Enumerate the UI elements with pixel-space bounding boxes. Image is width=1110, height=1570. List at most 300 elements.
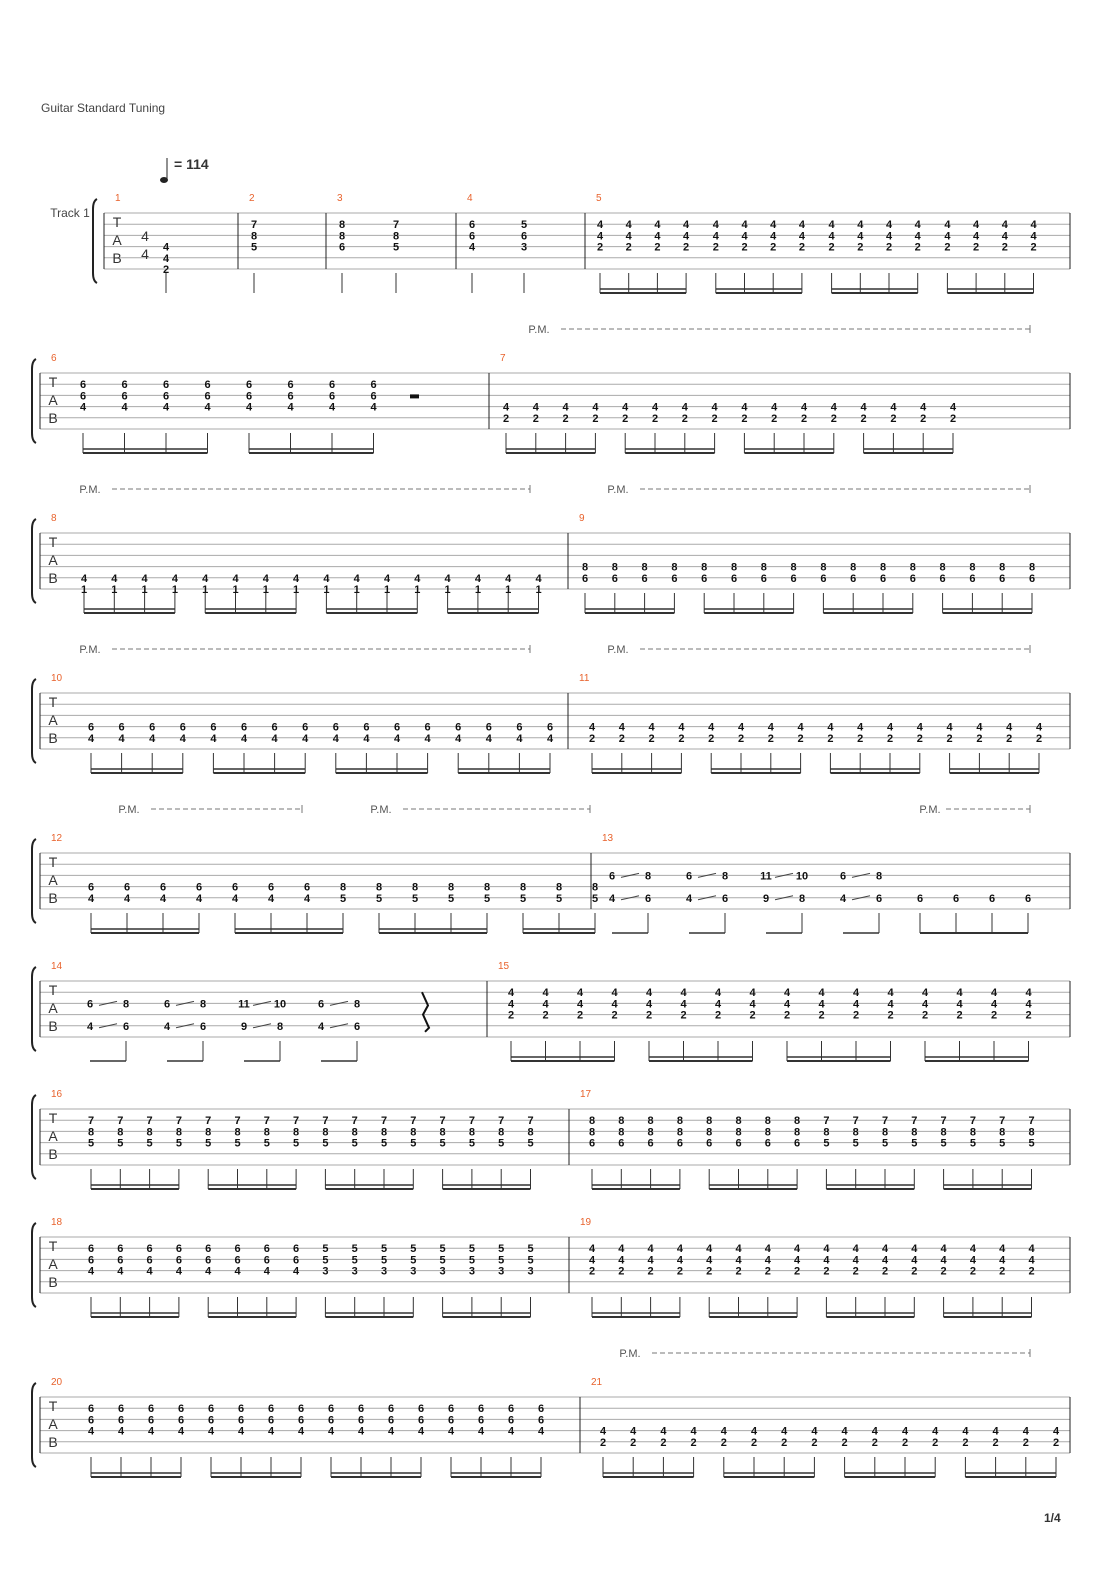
fret-number: 6: [162, 390, 170, 403]
fret-number: 4: [857, 219, 864, 232]
fret-number: 4: [852, 998, 860, 1011]
fret-number: 1: [293, 584, 300, 596]
fret-number: 4: [771, 401, 778, 414]
tuning-label: Guitar Standard Tuning: [41, 101, 166, 115]
fret-number: 4: [660, 1425, 667, 1438]
fret-number: 2: [885, 241, 893, 254]
fret-number: 6: [328, 379, 336, 392]
time-signature-bottom: 4: [141, 246, 149, 262]
fret-number: 7: [999, 1115, 1006, 1128]
fret-number: 4: [841, 1425, 848, 1438]
fret-number: 4: [916, 721, 923, 734]
fret-number: 8: [706, 1115, 713, 1128]
fret-number: 5: [263, 1137, 270, 1150]
fret-number: 2: [800, 412, 808, 425]
fret-number: 4: [80, 572, 88, 585]
fret-number: 4: [162, 401, 170, 414]
fret-number: 8: [760, 561, 767, 574]
fret-number: 4: [949, 401, 957, 414]
fret-number: 6: [159, 881, 167, 894]
measure-number: 14: [51, 961, 63, 972]
fret-number: 4: [992, 1425, 999, 1438]
fret-number: 6: [370, 390, 377, 403]
fret-number: 4: [592, 401, 599, 414]
fret-number: 4: [317, 1020, 325, 1033]
fret-number: 9: [762, 892, 770, 905]
fret-number: 7: [117, 1115, 124, 1128]
fret-number: 8: [555, 881, 563, 894]
fret-number: 2: [680, 1009, 687, 1022]
fret-number: 6: [507, 1414, 515, 1427]
fret-number: 3: [322, 1265, 329, 1278]
fret-number: 7: [146, 1115, 153, 1128]
tab-clef-letter: B: [48, 1018, 58, 1034]
fret-number: 4: [956, 987, 963, 1000]
fret-number: 6: [240, 721, 248, 734]
fret-number: 8: [447, 881, 455, 894]
fret-number: 8: [671, 561, 678, 574]
fret-number: 4: [860, 401, 867, 414]
fret-number: 6: [234, 1243, 241, 1256]
fret-number: 2: [588, 732, 596, 745]
fret-number: 4: [424, 732, 431, 745]
fret-number: 6: [267, 881, 275, 894]
fret-number: 11: [760, 870, 772, 883]
fret-number: 6: [245, 379, 253, 392]
fret-number: 2: [852, 1265, 859, 1278]
fret-number: 4: [770, 219, 777, 232]
fret-number: 5: [498, 1254, 505, 1267]
fret-number: 4: [818, 987, 825, 1000]
fret-number: 5: [439, 1254, 446, 1267]
fret-number: 8: [909, 561, 916, 574]
fret-number: 2: [767, 732, 774, 745]
fret-number: 8: [790, 561, 797, 574]
fret-number: 4: [1025, 987, 1032, 1000]
fret-number: 5: [380, 1254, 388, 1267]
fret-number: 2: [932, 1436, 939, 1449]
fret-number: 4: [823, 1243, 830, 1256]
half-rest: [410, 394, 419, 398]
fret-number: 4: [770, 230, 777, 243]
fret-number: 6: [117, 1254, 124, 1267]
fret-number: 4: [507, 987, 515, 1000]
fret-number: 8: [939, 561, 946, 574]
fret-number: 6: [271, 721, 278, 734]
fret-number: 8: [591, 881, 599, 894]
fret-number: 6: [204, 379, 211, 392]
fret-number: 8: [588, 1126, 596, 1139]
fret-number: 4: [468, 241, 476, 254]
fret-number: 5: [293, 1137, 300, 1150]
fret-number: 7: [498, 1115, 505, 1128]
fret-number: 6: [735, 1137, 742, 1150]
fret-number: 4: [990, 998, 998, 1011]
fret-number: 6: [328, 390, 336, 403]
tab-clef-letter: A: [48, 872, 58, 888]
fret-number: 6: [79, 379, 87, 392]
fret-number: 11: [238, 998, 250, 1011]
fret-number: 6: [338, 241, 346, 254]
fret-number: 8: [999, 561, 1006, 574]
fret-number: 6: [327, 1414, 335, 1427]
system-brace: [32, 1383, 36, 1467]
fret-number: 6: [370, 379, 377, 392]
fret-number: 7: [175, 1115, 182, 1128]
fret-number: 4: [798, 219, 805, 232]
fret-number: 6: [507, 1403, 515, 1416]
fret-number: 2: [969, 1265, 976, 1278]
fret-number: 4: [474, 572, 481, 585]
fret-number: 6: [647, 1137, 654, 1150]
fret-number: 5: [410, 1254, 417, 1267]
fret-number: 2: [949, 412, 957, 425]
measure-number: 17: [580, 1089, 592, 1100]
fret-number: 6: [611, 572, 618, 585]
palm-mute-label: P.M.: [619, 1348, 641, 1360]
fret-number: 5: [380, 1243, 388, 1256]
fret-number: 8: [969, 561, 976, 574]
fret-number: 7: [527, 1115, 534, 1128]
fret-number: 2: [798, 241, 805, 254]
fret-number: 5: [881, 1137, 889, 1150]
fret-number: 8: [117, 1126, 124, 1139]
fret-number: 6: [287, 390, 294, 403]
fret-number: 4: [852, 987, 860, 1000]
fret-number: 5: [468, 1254, 475, 1267]
fret-number: 2: [944, 241, 951, 254]
fret-number: 4: [990, 987, 998, 1000]
fret-number: 6: [263, 1254, 270, 1267]
fret-number: 6: [87, 1414, 95, 1427]
fret-number: 4: [86, 1020, 94, 1033]
tab-clef-letter: A: [48, 1000, 58, 1016]
tab-clef-letter: A: [48, 712, 58, 728]
fret-number: 4: [921, 998, 929, 1011]
measure-number: 9: [579, 513, 585, 524]
fret-number: 2: [532, 412, 539, 425]
fret-number: 4: [681, 401, 688, 414]
fret-number: 4: [827, 721, 834, 734]
fret-number: 6: [163, 998, 171, 1011]
fret-number: 8: [969, 1126, 976, 1139]
fret-number: 3: [380, 1265, 388, 1278]
fret-number: 2: [823, 1265, 830, 1278]
fret-number: 5: [351, 1243, 358, 1256]
fret-number: 8: [175, 1126, 182, 1139]
fret-number: 4: [447, 1425, 455, 1438]
fret-number: 4: [645, 998, 653, 1011]
fret-number: 1: [232, 584, 239, 596]
fret-number: 4: [828, 219, 835, 232]
fret-number: 4: [1030, 230, 1037, 243]
fret-number: 6: [87, 1403, 95, 1416]
fret-number: 4: [654, 219, 661, 232]
fret-number: 2: [860, 412, 867, 425]
fret-number: 4: [332, 732, 339, 745]
fret-number: 6: [588, 1137, 596, 1150]
fret-number: 4: [852, 1243, 859, 1256]
fret-number: 4: [999, 1254, 1006, 1267]
fret-number: 6: [205, 1254, 212, 1267]
fret-number: 2: [911, 1265, 918, 1278]
fret-number: 6: [618, 1137, 625, 1150]
fret-number: 6: [685, 870, 693, 883]
fret-number: 6: [760, 572, 767, 585]
fret-number: 4: [117, 1265, 124, 1278]
fret-number: 4: [712, 230, 719, 243]
fret-number: 4: [302, 732, 309, 745]
fret-number: 5: [322, 1254, 329, 1267]
fret-number: 4: [162, 252, 170, 265]
fret-number: 8: [234, 1126, 241, 1139]
fret-number: 3: [439, 1265, 446, 1278]
fret-number: 8: [293, 1126, 300, 1139]
fret-number: 2: [770, 241, 777, 254]
fret-number: 4: [914, 230, 921, 243]
fret-number: 4: [706, 1254, 713, 1267]
fret-number: 8: [527, 1126, 534, 1139]
measure-number: 20: [51, 1377, 63, 1388]
fret-number: 4: [654, 230, 661, 243]
fret-number: 8: [611, 561, 618, 574]
fret-number: 6: [146, 1243, 153, 1256]
fret-number: 2: [886, 732, 894, 745]
fret-number: 6: [210, 721, 217, 734]
fret-number: 6: [199, 1020, 207, 1033]
fret-number: 1: [353, 584, 360, 596]
fret-number: 2: [827, 732, 834, 745]
fret-number: 4: [542, 987, 549, 1000]
fret-number: 7: [322, 1115, 329, 1128]
fret-number: 4: [171, 572, 178, 585]
tab-clef-letter: B: [112, 250, 122, 266]
system-brace: [32, 967, 36, 1051]
fret-number: 2: [818, 1009, 825, 1022]
tab-clef-letter: T: [48, 982, 58, 998]
fret-number: 4: [363, 732, 370, 745]
fret-number: 4: [205, 1265, 212, 1278]
fret-number: 4: [87, 1265, 95, 1278]
fret-number: 4: [204, 401, 211, 414]
fret-number: 8: [263, 1126, 270, 1139]
fret-number: 3: [468, 1265, 475, 1278]
fret-number: 2: [737, 732, 745, 745]
fret-number: 2: [973, 241, 980, 254]
fret-number: 6: [117, 1243, 124, 1256]
fret-number: 4: [969, 1243, 976, 1256]
fret-number: 8: [588, 1115, 596, 1128]
fret-number: 7: [410, 1115, 417, 1128]
fret-number: 8: [338, 219, 346, 232]
fret-number: 4: [393, 732, 401, 745]
fret-number: 4: [706, 1243, 713, 1256]
fret-number: 4: [267, 1425, 275, 1438]
fret-number: 2: [881, 1265, 889, 1278]
fret-number: 4: [608, 892, 616, 905]
fret-number: 10: [795, 870, 809, 883]
fret-number: 4: [828, 230, 835, 243]
fret-number: 8: [468, 1126, 475, 1139]
fret-number: 8: [911, 1126, 918, 1139]
measure-number: 3: [337, 193, 343, 204]
fret-number: 7: [969, 1115, 976, 1128]
fret-number: 8: [122, 998, 130, 1011]
fret-number: 8: [730, 561, 738, 574]
fret-number: 8: [676, 1126, 683, 1139]
palm-mute-label: P.M.: [607, 644, 629, 656]
fret-number: 4: [944, 219, 951, 232]
fret-number: 4: [546, 732, 554, 745]
fret-number: 1: [111, 584, 118, 596]
fret-number: 2: [1006, 732, 1013, 745]
fret-number: 2: [618, 1265, 625, 1278]
fret-number: 5: [823, 1137, 830, 1150]
fret-number: 8: [618, 1115, 625, 1128]
fret-number: 6: [939, 572, 946, 585]
fret-number: 4: [676, 1254, 683, 1267]
fret-number: 6: [87, 1254, 95, 1267]
fret-number: 7: [293, 1115, 300, 1128]
system-brace: [32, 359, 36, 443]
fret-number: 2: [890, 412, 897, 425]
fret-number: 8: [1028, 1126, 1035, 1139]
fret-number: 2: [683, 241, 690, 254]
fret-number: 6: [87, 881, 95, 894]
fret-number: 2: [781, 1436, 788, 1449]
fret-number: 6: [417, 1403, 425, 1416]
fret-number: 2: [542, 1009, 549, 1022]
fret-number: 2: [622, 412, 629, 425]
fret-number: 4: [969, 1254, 976, 1267]
fret-number: 4: [502, 401, 510, 414]
fret-number: 7: [205, 1115, 212, 1128]
fret-number: 5: [498, 1243, 505, 1256]
fret-number: 5: [205, 1137, 212, 1150]
fret-number: 8: [706, 1126, 713, 1139]
fret-number: 2: [830, 412, 837, 425]
fret-number: 6: [468, 230, 476, 243]
fret-number: 4: [712, 219, 719, 232]
measure-number: 8: [51, 513, 57, 524]
fret-number: 8: [794, 1126, 801, 1139]
fret-number: 6: [820, 572, 827, 585]
fret-number: 8: [647, 1126, 654, 1139]
fret-number: 2: [750, 1436, 758, 1449]
fret-number: 2: [811, 1436, 818, 1449]
tab-clef-letter: T: [48, 374, 58, 390]
fret-number: 4: [240, 732, 248, 745]
fret-number: 5: [999, 1137, 1006, 1150]
fret-number: 6: [207, 1414, 215, 1427]
fret-number: 4: [202, 572, 209, 585]
fret-number: 5: [392, 241, 400, 254]
fret-number: 1: [202, 584, 209, 596]
fret-number: 4: [962, 1425, 969, 1438]
fret-number: 4: [179, 732, 186, 745]
fret-number: 1: [383, 584, 391, 596]
fret-number: 4: [647, 1243, 654, 1256]
fret-number: 4: [871, 1425, 878, 1438]
fret-number: 8: [618, 1126, 625, 1139]
fret-number: 2: [764, 1265, 771, 1278]
fret-number: 8: [87, 1126, 95, 1139]
fret-number: 4: [940, 1254, 947, 1267]
fret-number: 4: [87, 892, 95, 905]
fret-number: 4: [680, 987, 687, 1000]
fret-number: 4: [680, 998, 687, 1011]
fret-number: 4: [887, 987, 894, 1000]
fret-number: 6: [387, 1414, 395, 1427]
fret-number: 4: [588, 721, 596, 734]
fret-number: 5: [146, 1137, 153, 1150]
fret-number: 5: [498, 1137, 505, 1150]
fret-number: 7: [911, 1115, 918, 1128]
fret-number: 6: [730, 572, 738, 585]
fret-number: 8: [850, 561, 857, 574]
fret-number: 4: [676, 1243, 683, 1256]
fret-number: 4: [596, 230, 604, 243]
fret-number: 6: [353, 1020, 361, 1033]
fret-number: 7: [87, 1115, 95, 1128]
fret-number: 8: [1028, 561, 1036, 574]
fret-number: 4: [383, 572, 391, 585]
fret-number: 4: [444, 572, 451, 585]
fret-number: 6: [701, 572, 708, 585]
fret-number: 6: [1024, 892, 1032, 905]
fret-number: 4: [1022, 1425, 1029, 1438]
fret-number: 4: [562, 401, 569, 414]
fret-number: 2: [920, 412, 927, 425]
fret-number: 4: [651, 401, 659, 414]
fret-number: 8: [798, 892, 806, 905]
fret-number: 2: [1035, 732, 1043, 745]
fret-number: 4: [262, 572, 269, 585]
fret-number: 4: [797, 721, 804, 734]
fret-number: 6: [287, 379, 294, 392]
fret-number: 6: [293, 1254, 300, 1267]
fret-number: 6: [952, 892, 960, 905]
fret-number: 4: [146, 1265, 153, 1278]
fret-number: 4: [625, 230, 632, 243]
fret-number: 2: [660, 1436, 667, 1449]
fret-number: 6: [231, 881, 239, 894]
fret-number: 7: [234, 1115, 241, 1128]
fret-number: 4: [741, 401, 748, 414]
fret-number: 5: [411, 892, 419, 905]
fret-number: 4: [263, 1265, 270, 1278]
fret-number: 4: [507, 1425, 515, 1438]
tab-clef-letter: A: [48, 552, 58, 568]
fret-number: 4: [920, 401, 927, 414]
fret-number: 2: [1052, 1436, 1060, 1449]
fret-number: 6: [485, 721, 492, 734]
fret-number: 5: [527, 1243, 534, 1256]
tab-clef-letter: B: [48, 730, 58, 746]
fret-number: 8: [875, 870, 883, 883]
tab-clef-letter: A: [48, 1128, 58, 1144]
fret-number: 8: [353, 998, 361, 1011]
fret-number: 2: [711, 412, 718, 425]
fret-number: 8: [735, 1115, 742, 1128]
fret-number: 4: [811, 1425, 818, 1438]
fret-number: 4: [596, 219, 604, 232]
fret-number: 1: [80, 584, 88, 596]
fret-number: 4: [714, 987, 722, 1000]
measure-number: 5: [596, 193, 602, 204]
measure-number: 16: [51, 1089, 63, 1100]
fret-number: 4: [940, 1243, 947, 1256]
